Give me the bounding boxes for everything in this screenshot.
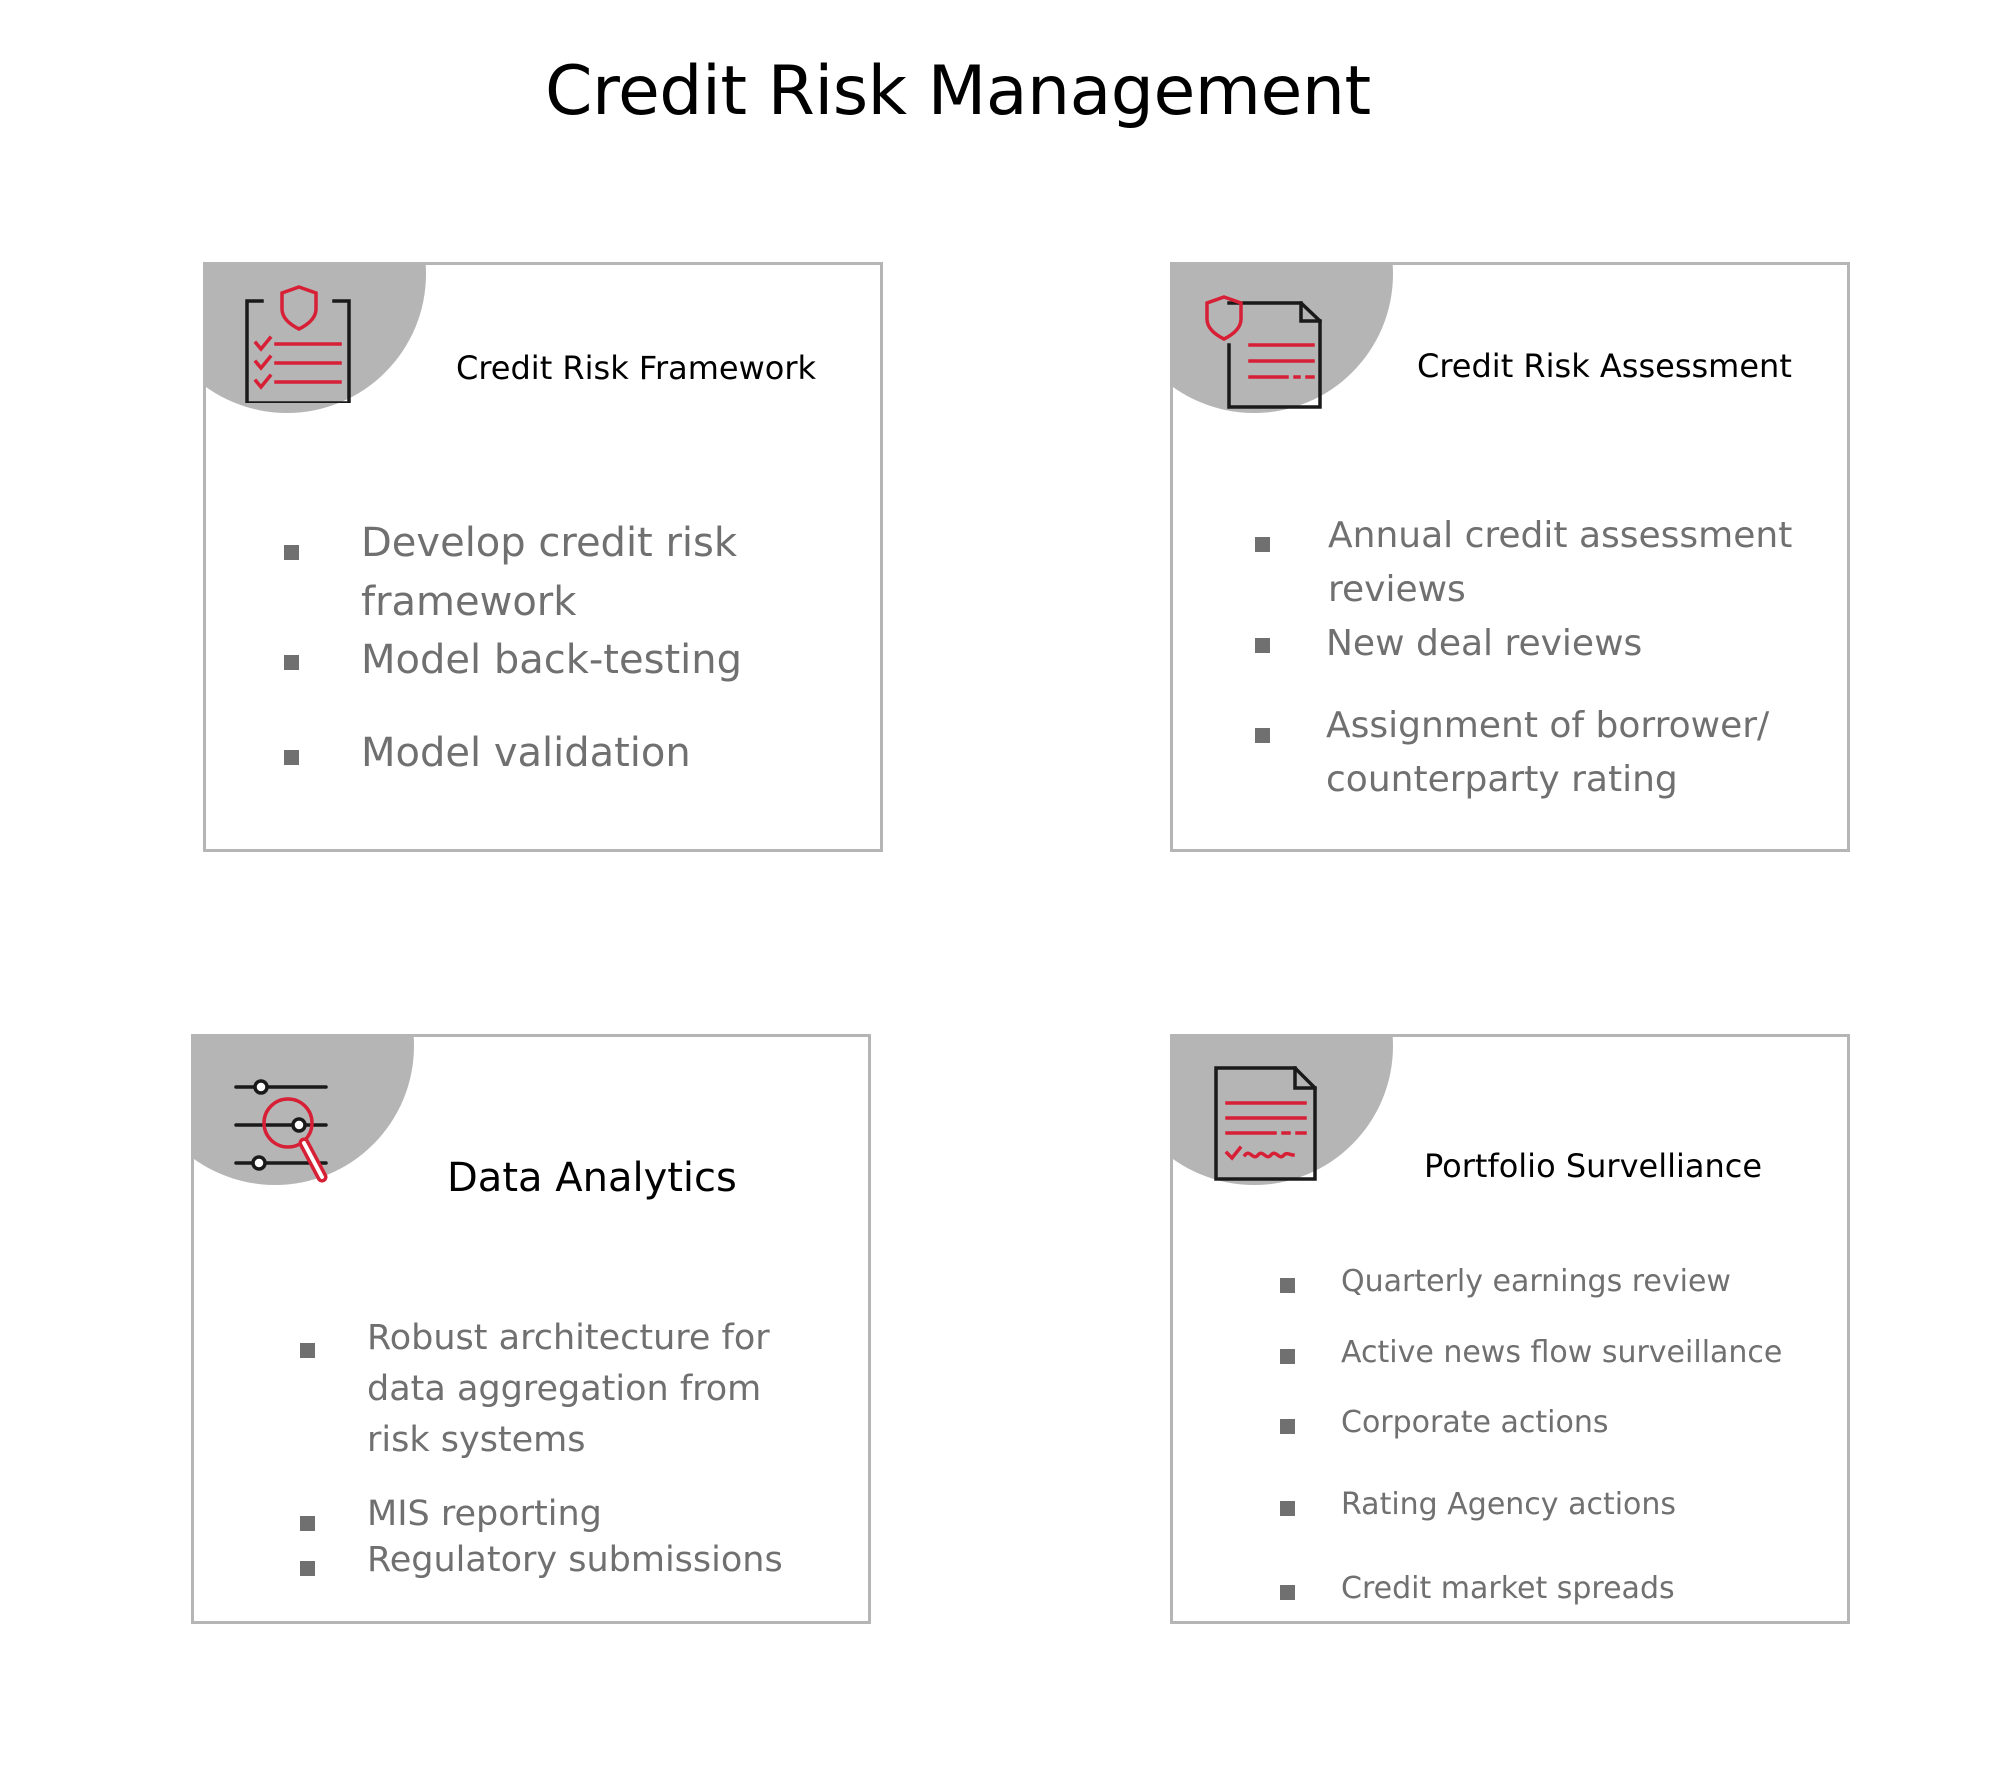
bullet <box>300 1561 315 1576</box>
list-item-text <box>367 1313 770 1466</box>
list-item-text <box>361 724 691 783</box>
list-item-text <box>1341 1331 1782 1375</box>
card-portfolio-surveillance <box>1170 1034 1850 1624</box>
list-item-line: Model validation <box>361 730 691 776</box>
bullet <box>1280 1585 1295 1600</box>
list-item-text <box>1341 1483 1676 1527</box>
list-item-line: Model back-testing <box>361 637 742 683</box>
bullet <box>284 750 299 765</box>
bullet <box>300 1516 315 1531</box>
bullet <box>1280 1278 1295 1293</box>
signed-document-icon <box>1213 1065 1323 1189</box>
list-item-line: Annual credit assessment <box>1328 515 1793 556</box>
list-item-line: Regulatory submissions <box>367 1540 783 1580</box>
list-item-line: Quarterly earnings review <box>1341 1264 1731 1299</box>
list-item-text <box>1341 1567 1675 1611</box>
list-item-text <box>1326 699 1769 807</box>
list-item-line: Develop credit risk <box>361 520 738 566</box>
bullet <box>284 655 299 670</box>
bullet <box>300 1343 315 1358</box>
bullet <box>1255 537 1270 552</box>
card-heading: Data Analytics <box>447 1155 737 1201</box>
bullet <box>1255 638 1270 653</box>
list-item-line: risk systems <box>367 1420 586 1460</box>
list-item-line: Robust architecture for <box>367 1318 770 1358</box>
clipboard-checklist-shield-icon <box>244 283 354 407</box>
card-heading: Portfolio Survelliance <box>1424 1147 1763 1185</box>
sliders-magnifier-icon <box>234 1077 334 1201</box>
card-data-analytics <box>191 1034 871 1624</box>
list-item-line: Corporate actions <box>1341 1405 1609 1440</box>
list-item-line: counterparty rating <box>1326 759 1678 800</box>
list-item-line: Active news flow surveillance <box>1341 1335 1783 1370</box>
list-item-line: data aggregation from <box>367 1369 762 1409</box>
list-item-line: New deal reviews <box>1326 623 1643 664</box>
list-item-text <box>361 631 742 690</box>
bullet <box>284 545 299 560</box>
list-item-text <box>1341 1401 1608 1445</box>
card-credit-risk-framework <box>203 262 883 852</box>
bullet <box>1280 1419 1295 1434</box>
list-item-line: framework <box>361 579 577 625</box>
list-item-line: Rating Agency actions <box>1341 1487 1677 1522</box>
card-credit-risk-assessment <box>1170 262 1850 852</box>
list-item-line: Assignment of borrower/ <box>1326 705 1770 746</box>
card-heading: Credit Risk Framework <box>456 349 817 387</box>
list-item-text <box>1341 1260 1731 1304</box>
bullet <box>1280 1501 1295 1516</box>
list-item-text <box>367 1535 783 1586</box>
list-item-line: Credit market spreads <box>1341 1571 1675 1606</box>
list-item-text <box>1328 509 1792 617</box>
list-item-text <box>367 1489 602 1540</box>
bullet <box>1255 728 1270 743</box>
document-shield-icon <box>1205 295 1325 414</box>
card-heading: Credit Risk Assessment <box>1417 347 1792 385</box>
page-title: Credit Risk Management <box>545 52 1371 131</box>
bullet <box>1280 1349 1295 1364</box>
list-item-text <box>361 514 737 632</box>
list-item-line: reviews <box>1328 569 1466 610</box>
list-item-text <box>1326 617 1642 671</box>
list-item-line: MIS reporting <box>367 1494 602 1534</box>
